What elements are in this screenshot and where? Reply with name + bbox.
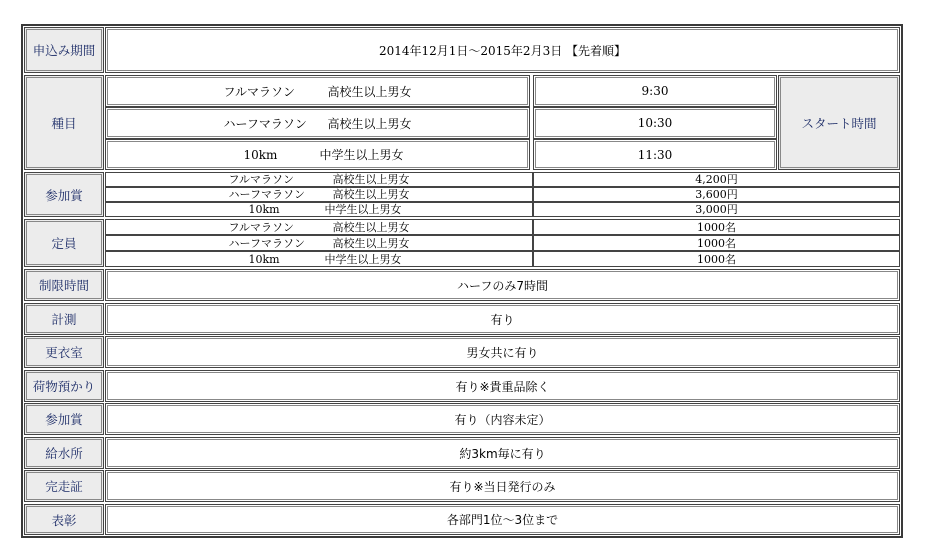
event-name: ハーフマラソン xyxy=(228,236,305,250)
finisher-certificate-label: 完走証 xyxy=(24,470,104,502)
event-name: ハーフマラソン xyxy=(228,188,305,201)
event-row-10k xyxy=(105,139,530,170)
event-category: 高校生以上男女 xyxy=(332,188,410,201)
awards-label: 表彰 xyxy=(24,504,104,535)
event-time-full: 9:30 xyxy=(533,75,777,107)
event-category: 中学生以上男女 xyxy=(324,252,402,266)
event-row-half xyxy=(105,107,530,139)
time-limit-value: ハーフのみ7時間 xyxy=(105,269,900,301)
event-name: 10km xyxy=(243,148,278,162)
event-name: フルマラソン xyxy=(228,220,295,234)
timing-value: 有り xyxy=(105,303,900,335)
changing-room-value: 男女共に有り xyxy=(105,336,900,368)
awards-value: 各部門1位～3位まで xyxy=(105,504,900,535)
event-category: 中学生以上男女 xyxy=(319,148,404,162)
event-category: 高校生以上男女 xyxy=(332,220,410,234)
period-label: 申込み期間 xyxy=(24,27,104,73)
event-name: フルマラソン xyxy=(228,173,295,186)
start-time-label: スタート時間 xyxy=(778,75,900,170)
fee-value-10k: 3,000円 xyxy=(533,202,900,217)
event-name: ハーフマラソン xyxy=(223,116,307,131)
period-value: 2014年12月1日～2015年2月3日 【先着順】 xyxy=(105,27,900,73)
fee-row-10k xyxy=(105,202,533,217)
capacity-label: 定員 xyxy=(24,219,104,267)
fee-row-full xyxy=(105,172,533,187)
participation-prize-label: 参加賞 xyxy=(24,403,104,435)
water-station-value: 約3km毎に有り xyxy=(105,437,900,469)
event-category: 高校生以上男女 xyxy=(332,236,410,250)
event-category: 中学生以上男女 xyxy=(324,203,402,216)
event-category: 高校生以上男女 xyxy=(327,84,412,99)
event-time-10k: 11:30 xyxy=(533,139,777,170)
event-time-half: 10:30 xyxy=(533,107,777,139)
fee-value-full: 4,200円 xyxy=(533,172,900,187)
timing-label: 計測 xyxy=(24,303,104,335)
event-row-full xyxy=(105,75,530,107)
capacity-row-half xyxy=(105,235,533,251)
participation-prize-value: 有り（内容未定） xyxy=(105,403,900,435)
baggage-label: 荷物預かり xyxy=(24,370,104,402)
capacity-value-half: 1000名 xyxy=(533,235,900,251)
capacity-row-full xyxy=(105,219,533,235)
capacity-value-full: 1000名 xyxy=(533,219,900,235)
finisher-certificate-value: 有り※当日発行のみ xyxy=(105,470,900,502)
event-name: 10km xyxy=(248,203,280,216)
water-station-label: 給水所 xyxy=(24,437,104,469)
capacity-row-10k xyxy=(105,251,533,267)
event-category: 高校生以上男女 xyxy=(332,173,410,186)
baggage-value: 有り※貴重品除く xyxy=(105,370,900,402)
capacity-value-10k: 1000名 xyxy=(533,251,900,267)
event-category: 高校生以上男女 xyxy=(327,116,412,131)
fee-value-half: 3,600円 xyxy=(533,187,900,202)
fee-label: 参加賞 xyxy=(24,172,104,217)
changing-room-label: 更衣室 xyxy=(24,336,104,368)
fee-row-half xyxy=(105,187,533,202)
event-name: フルマラソン xyxy=(223,84,296,99)
event-label: 種目 xyxy=(24,75,104,170)
time-limit-label: 制限時間 xyxy=(24,269,104,301)
event-name: 10km xyxy=(248,252,280,266)
